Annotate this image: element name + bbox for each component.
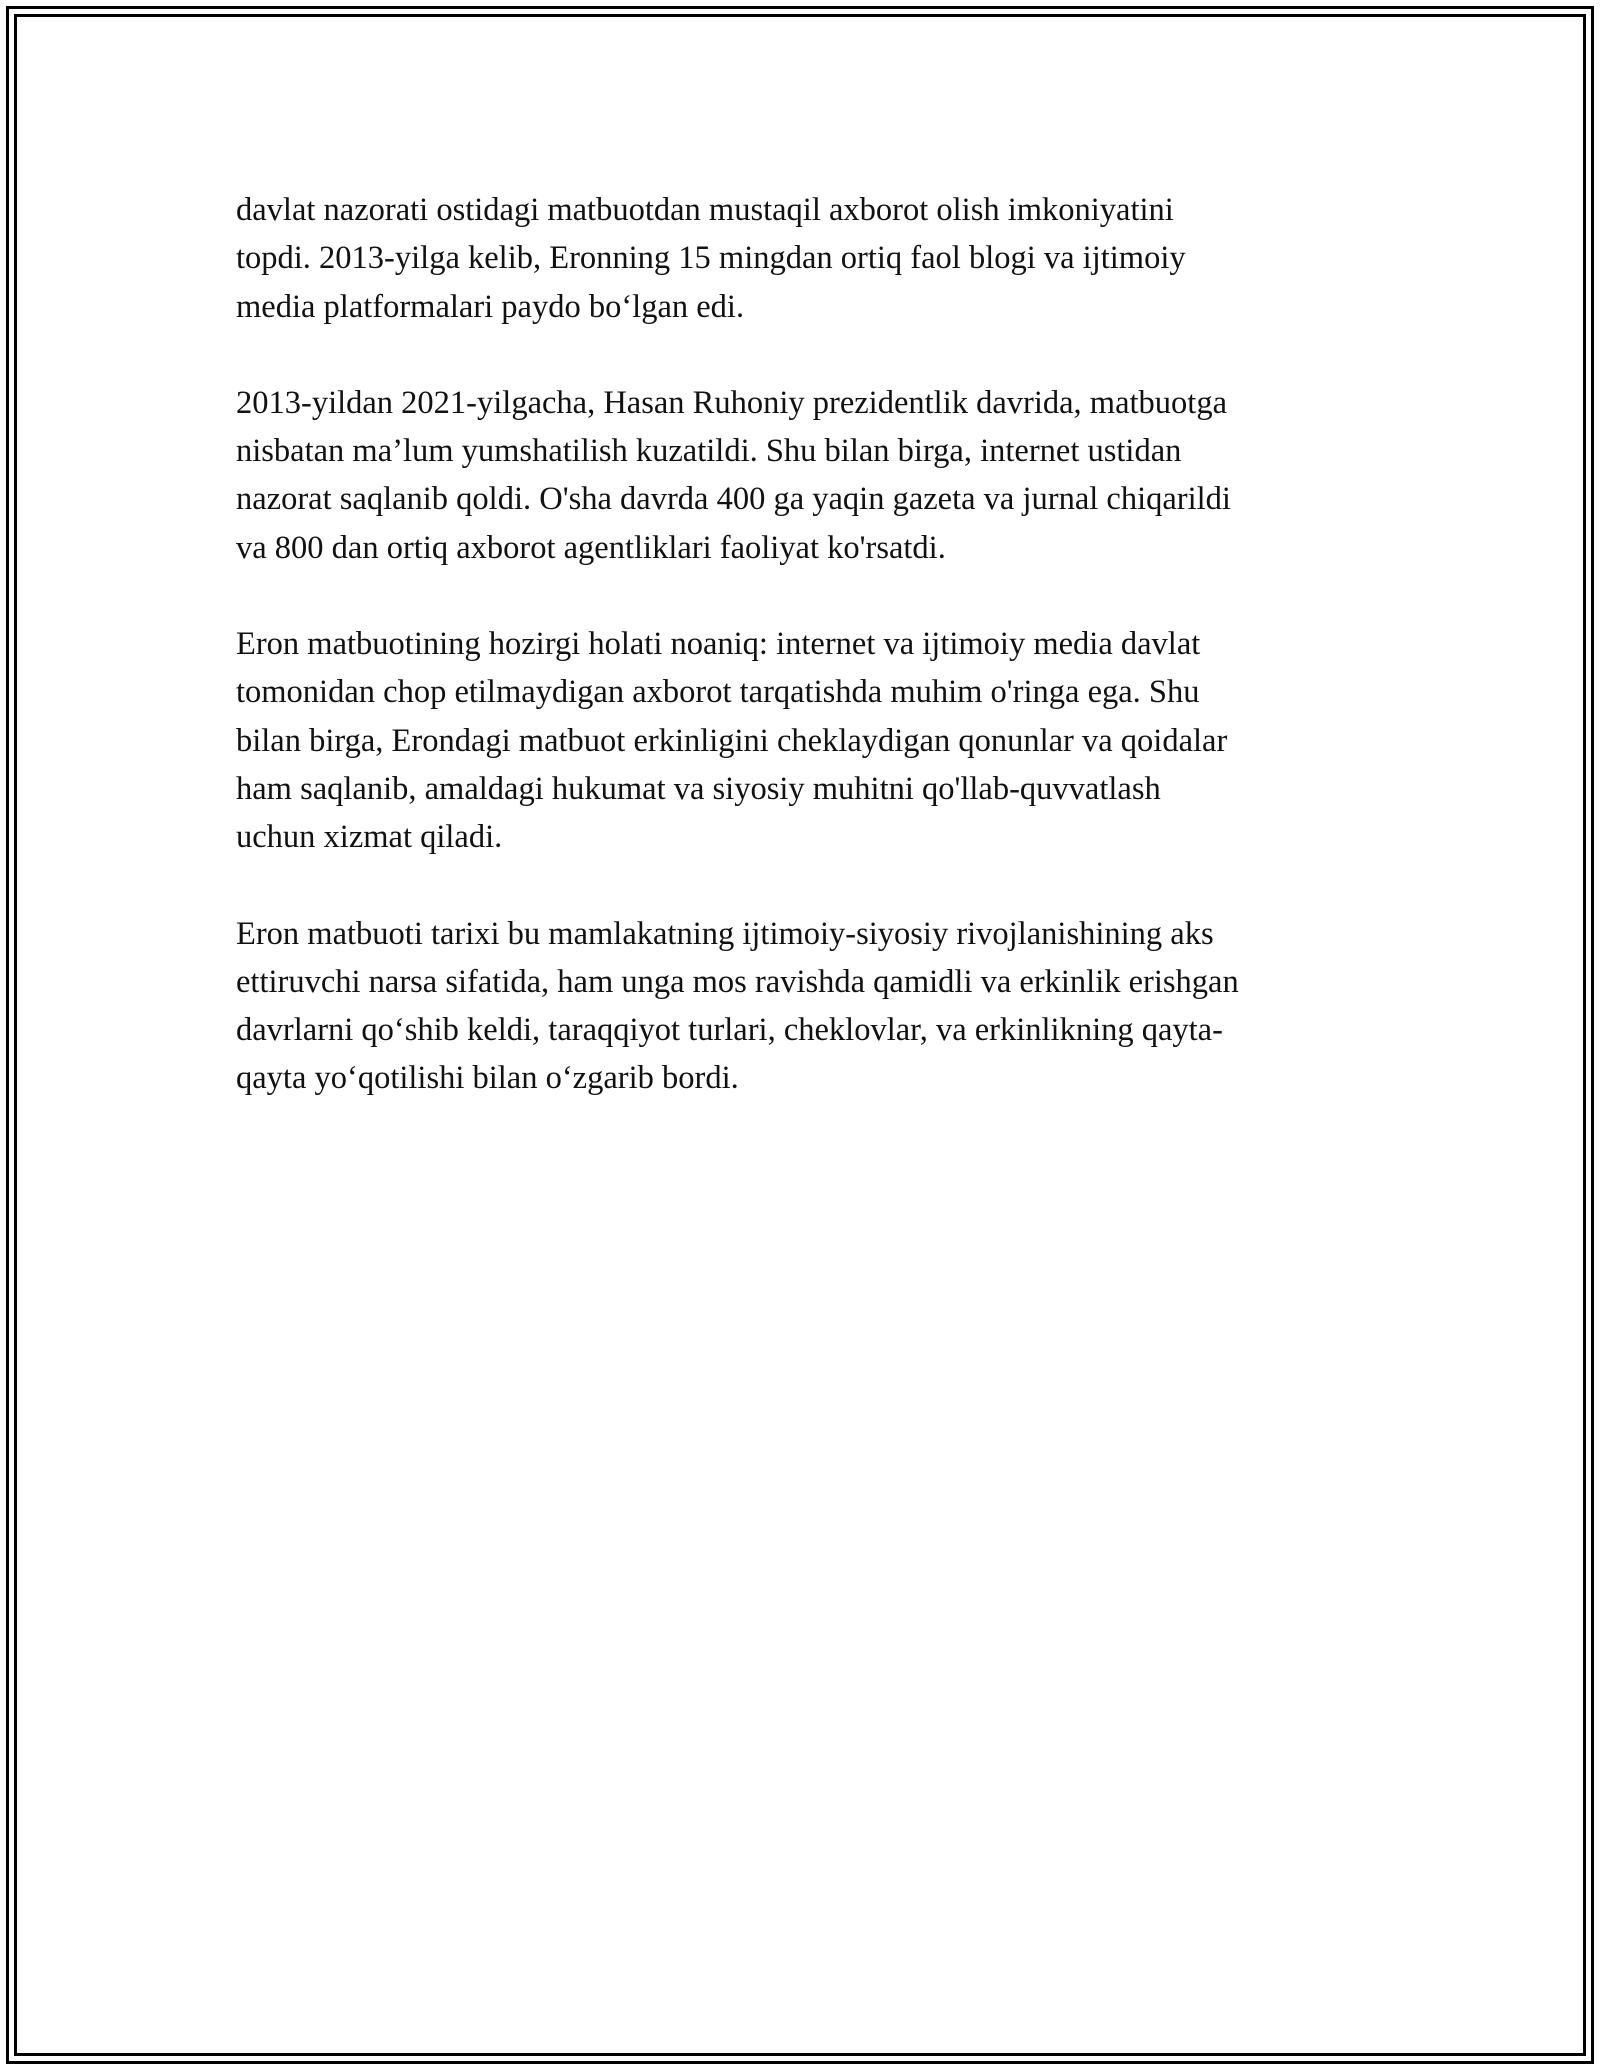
paragraph-1: davlat nazorati ostidagi matbuotdan mustaqil axborot olish imkoniyatini topdi. 2013-yilga kelib, Eronning 15 mingdan ortiq faol blogi va ijtimoiy media platformalari paydo bo‘lgan edi.	[236, 192, 1186, 325]
paragraph-4: Eron matbuoti tarixi bu mamlakatning ijtimoiy-siyosiy rivojlanishining aks ettiruvchi narsa sifatida, ham unga mos ravishda qamidli va erkinlik erishgan davrlarni qo‘shib keldi, taraqqiyot turlari, cheklovlar, va erkinlikning qayta- qayta yo‘qotilishi bilan o‘zgarib bordi.	[236, 915, 1239, 1097]
document-body	[236, 186, 1376, 1151]
paragraph-2: 2013-yildan 2021-yilgacha, Hasan Ruhoniy prezidentlik davrida, matbuotga nisbatan ma’lum yumshatilish kuzatildi. Shu bilan birga, internet ustidan nazorat saqlanib qoldi. O'sha davrda 400 ga yaqin gazeta va jurnal chiqarildi va 800 dan ortiq axborot agentliklari faoliyat ko'rsatdi.	[236, 384, 1231, 566]
paragraph-3: Eron matbuotining hozirgi holati noaniq: internet va ijtimoiy media davlat tomonidan chop etilmaydigan axborot tarqatishda muhim o'ringa ega. Shu bilan birga, Erondagi matbuot erkinligini cheklaydigan qonunlar va qoidalar ham saqlanib, amaldagi hukumat va siyosiy muhitni qo'llab-quvvatlash uchun xizmat qiladi.	[236, 626, 1228, 856]
